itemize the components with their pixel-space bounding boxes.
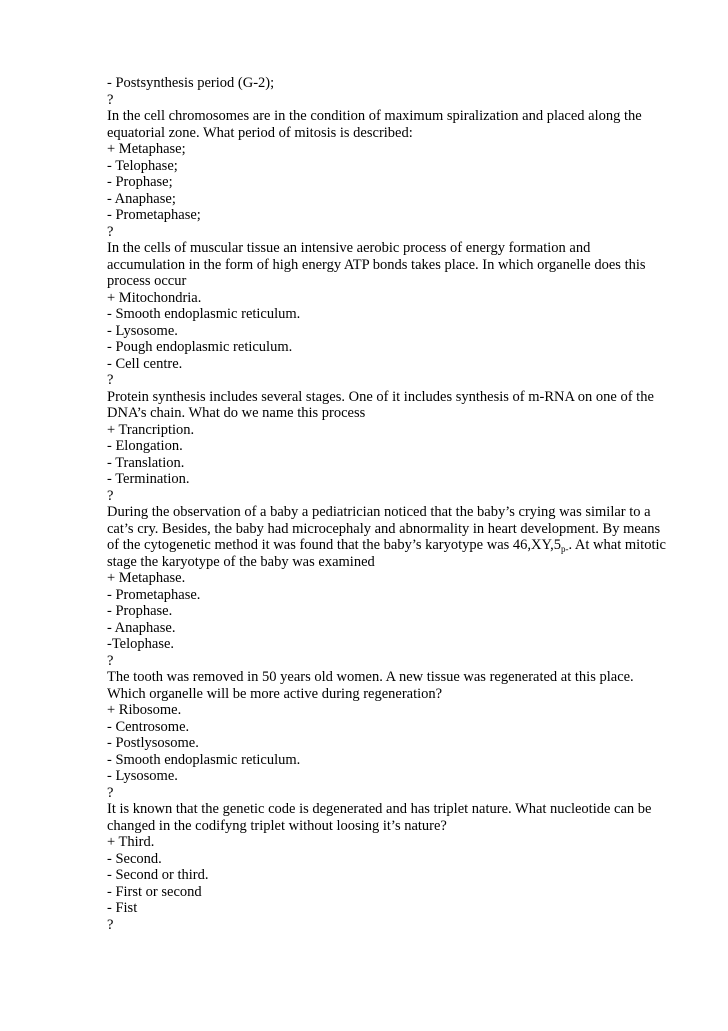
question-text [107,504,677,570]
question-line: DNA’s chain. What do we name this process [107,405,366,421]
karyotype-line [107,537,677,554]
answer-option: - Translation. [107,454,185,471]
question-block-1 [107,92,677,224]
question-text [107,801,677,834]
question-line: accumulation in the form of high energy ATP bonds takes place. In which organelle does this [107,256,646,273]
question-text [107,240,677,290]
answer-option: - Prometaphase. [107,586,201,603]
answer-option: - Elongation. [107,438,183,454]
answer-option: - First or second [107,883,202,900]
question-line: In the cell chromosomes are in the condition of maximum spiralization and placed along the [107,108,642,124]
karyotype-subscript: p- [560,544,569,554]
trailing-question-marker: ? [107,916,114,933]
answer-option: - Anaphase; [107,190,176,207]
question-text [107,389,677,422]
question-marker: ? [107,784,114,801]
answer-option: -Telophase. [107,636,175,652]
answer-option: - Fist [107,900,138,916]
karyotype-text-before: of the cytogenetic method it was found that the baby’s karyotype was 46,XY,5 [107,537,561,553]
karyotype-text-after: . At what mitotic [568,537,666,553]
header-line: - Postsynthesis period (G-2); [107,75,275,91]
question-block-3 [107,372,677,488]
answer-option: - Second or third. [107,867,209,883]
answer-option: - Postlysosome. [107,735,199,751]
question-block-4 [107,488,677,653]
question-line: changed in the codifyng triplet without loosing it’s nature? [107,817,447,834]
question-marker: ? [107,223,114,240]
answer-option: + Metaphase; [107,141,186,157]
question-block-2 [107,224,677,373]
answer-option: - Centrosome. [107,718,190,735]
answer-option: - Prophase. [107,603,173,619]
answer-option: - Telophase; [107,157,178,174]
document-page [107,75,677,933]
question-marker: ? [107,652,114,669]
question-marker: ? [107,487,114,504]
answer-option: - Termination. [107,471,190,487]
answer-option: - Cell centre. [107,355,183,372]
question-line: stage the karyotype of the baby was examined [107,553,375,570]
question-line: The tooth was removed in 50 years old women. A new tissue was regenerated at this place. [107,669,634,685]
question-marker: ? [107,91,114,108]
question-block-6 [107,785,677,917]
answer-option: + Third. [107,834,155,850]
question-line: cat’s cry. Besides, the baby had microcephaly and abnormality in heart development. By means [107,520,661,537]
question-line: process occur [107,273,187,289]
question-line: During the observation of a baby a pediatrician noticed that the baby’s crying was similar to a [107,504,651,520]
question-marker: ? [107,372,114,388]
answer-option: + Mitochondria. [107,289,202,306]
answer-option: - Anaphase. [107,619,176,636]
answer-option: - Smooth endoplasmic reticulum. [107,751,301,768]
answer-option: - Lysosome. [107,768,178,784]
answer-option: - Second. [107,850,162,867]
answer-option: - Prophase; [107,174,173,190]
question-block-5 [107,653,677,785]
question-line: It is known that the genetic code is degenerated and has triplet nature. What nucleotide can be [107,801,652,817]
question-text [107,669,677,702]
answer-option: - Prometaphase; [107,207,201,223]
answer-option: + Ribosome. [107,702,182,718]
answer-option: - Pough endoplasmic reticulum. [107,339,293,355]
answer-option: + Metaphase. [107,570,186,586]
answer-option: - Smooth endoplasmic reticulum. [107,306,301,322]
question-line: Which organelle will be more active during regeneration? [107,685,443,702]
question-line: In the cells of muscular tissue an intensive aerobic process of energy formation and [107,240,591,256]
answer-option: + Trancription. [107,421,195,438]
question-line: Protein synthesis includes several stages. One of it includes synthesis of m-RNA on one of the [107,388,654,405]
answer-option: - Lysosome. [107,322,178,339]
question-line: equatorial zone. What period of mitosis is described: [107,124,413,141]
question-text [107,108,677,141]
